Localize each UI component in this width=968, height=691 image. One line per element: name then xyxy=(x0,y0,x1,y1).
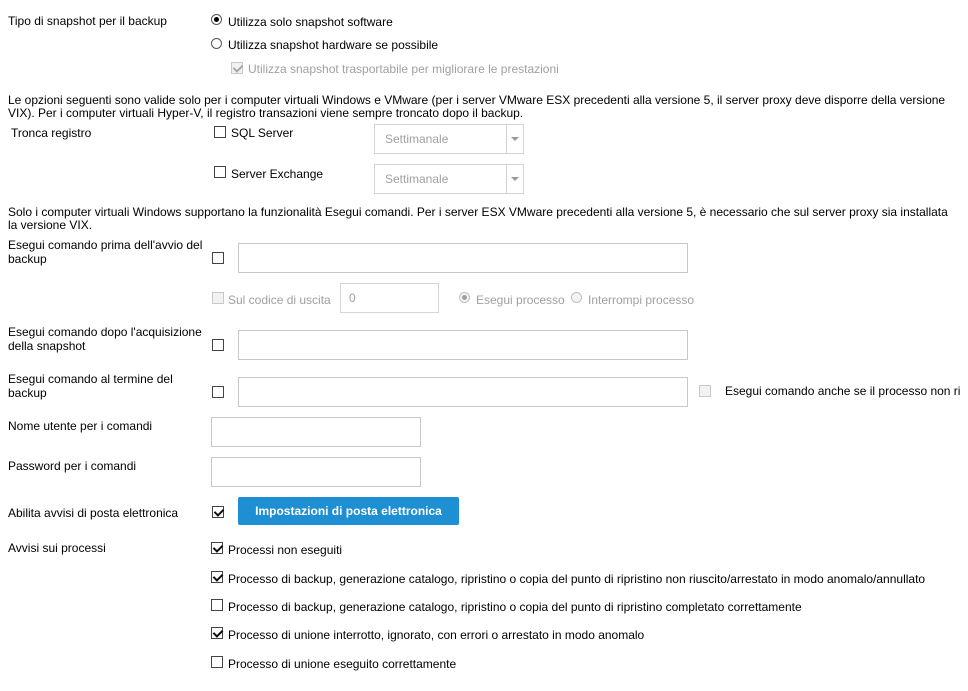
exchange-frequency-value: Settimanale xyxy=(385,172,449,186)
vm-options-note: Le opzioni seguenti sono valide solo per i computer virtuali Windows e VMware (per i server VMware ESX precedenti alla versione 5, il server proxy deve disporre della versione VIX). Per i computer virtuali Hyper-V, il registro transazioni viene sempre troncato dopo il backup. xyxy=(8,93,946,120)
pre-backup-command-input[interactable] xyxy=(238,243,688,273)
post-backup-label-line1: Esegui comando al termine del xyxy=(8,372,173,386)
run-even-if-failed-checkbox[interactable] xyxy=(699,385,711,397)
sql-frequency-dropdown[interactable] xyxy=(506,125,523,153)
username-input[interactable] xyxy=(211,417,421,447)
exchange-server-label: Server Exchange xyxy=(231,167,324,181)
alert-checkbox-merge-success[interactable] xyxy=(211,656,223,668)
commands-note: Solo i computer virtuali Windows supportano la funzionalità Esegui comandi. Per i server ESX VMware precedenti alla versione 5, è necessario che sul server proxy sia installata la versione VIX. xyxy=(8,205,948,232)
transportable-snapshot-label: Utilizza snapshot trasportabile per migliorare le prestazioni xyxy=(248,62,559,76)
exit-code-input[interactable] xyxy=(340,283,439,313)
email-alerts-label: Abilita avvisi di posta elettronica xyxy=(8,506,179,520)
post-snapshot-label-line1: Esegui comando dopo l'acquisizione xyxy=(8,325,202,339)
run-even-if-failed-label: Esegui comando anche se il processo non ri xyxy=(725,384,961,398)
truncate-log-label: Tronca registro xyxy=(11,126,92,140)
email-settings-button[interactable]: Impostazioni di posta elettronica xyxy=(238,497,459,525)
stop-process-radio[interactable] xyxy=(571,292,582,303)
run-process-label: Esegui processo xyxy=(476,293,565,307)
alert-label-merge-failed: Processo di unione interrotto, ignorato, con errori o arrestato in modo anomalo xyxy=(228,628,645,642)
stop-process-label: Interrompi processo xyxy=(588,293,695,307)
sql-frequency-value: Settimanale xyxy=(385,132,449,146)
alert-checkbox-not-run[interactable] xyxy=(211,542,223,554)
exit-code-checkbox[interactable] xyxy=(212,292,224,304)
job-alerts-label: Avvisi sui processi xyxy=(8,541,106,555)
post-snapshot-command-input[interactable] xyxy=(238,330,688,360)
post-snapshot-command-checkbox[interactable] xyxy=(212,339,224,351)
sql-server-label: SQL Server xyxy=(231,126,294,140)
alert-checkbox-backup-failed[interactable] xyxy=(211,571,223,583)
pre-backup-command-checkbox[interactable] xyxy=(212,252,224,264)
chevron-down-icon xyxy=(511,137,519,141)
alert-label-backup-failed: Processo di backup, generazione catalogo, ripristino o copia del punto di ripristino non riuscito/arrestato in modo anomalo/annullato xyxy=(228,572,926,586)
password-label: Password per i comandi xyxy=(8,459,137,473)
snapshot-type-label: Tipo di snapshot per il backup xyxy=(8,14,167,28)
username-label: Nome utente per i comandi xyxy=(8,419,153,433)
alert-label-not-run: Processi non eseguiti xyxy=(228,543,343,557)
pre-backup-label-line1: Esegui comando prima dell'avvio del xyxy=(8,238,203,252)
hardware-snapshot-radio[interactable] xyxy=(211,38,222,49)
transportable-snapshot-checkbox[interactable] xyxy=(231,62,243,74)
hardware-snapshot-label: Utilizza snapshot hardware se possibile xyxy=(228,38,439,52)
email-alerts-checkbox[interactable] xyxy=(212,506,224,518)
software-snapshot-radio[interactable] xyxy=(211,14,222,25)
post-backup-command-input[interactable] xyxy=(238,377,688,407)
run-process-radio[interactable] xyxy=(459,292,470,303)
password-input[interactable] xyxy=(211,457,421,487)
alert-checkbox-backup-success[interactable] xyxy=(211,599,223,611)
chevron-down-icon xyxy=(511,177,519,181)
alert-checkbox-merge-failed[interactable] xyxy=(211,627,223,639)
exchange-frequency-select[interactable] xyxy=(374,164,524,194)
alert-label-merge-success: Processo di unione eseguito correttamente xyxy=(228,657,457,671)
exit-code-label: Sul codice di uscita xyxy=(228,293,331,307)
post-snapshot-label-line2: della snapshot xyxy=(8,339,86,353)
exchange-frequency-dropdown[interactable] xyxy=(506,165,523,193)
pre-backup-label-line2: backup xyxy=(8,252,47,266)
post-backup-command-checkbox[interactable] xyxy=(212,386,224,398)
sql-server-checkbox[interactable] xyxy=(214,126,226,138)
exchange-server-checkbox[interactable] xyxy=(214,166,226,178)
software-snapshot-label: Utilizza solo snapshot software xyxy=(228,15,393,29)
sql-frequency-select[interactable] xyxy=(374,124,524,154)
post-backup-label-line2: backup xyxy=(8,386,47,400)
alert-label-backup-success: Processo di backup, generazione catalogo, ripristino o copia del punto di ripristino completato correttamente xyxy=(228,600,802,614)
